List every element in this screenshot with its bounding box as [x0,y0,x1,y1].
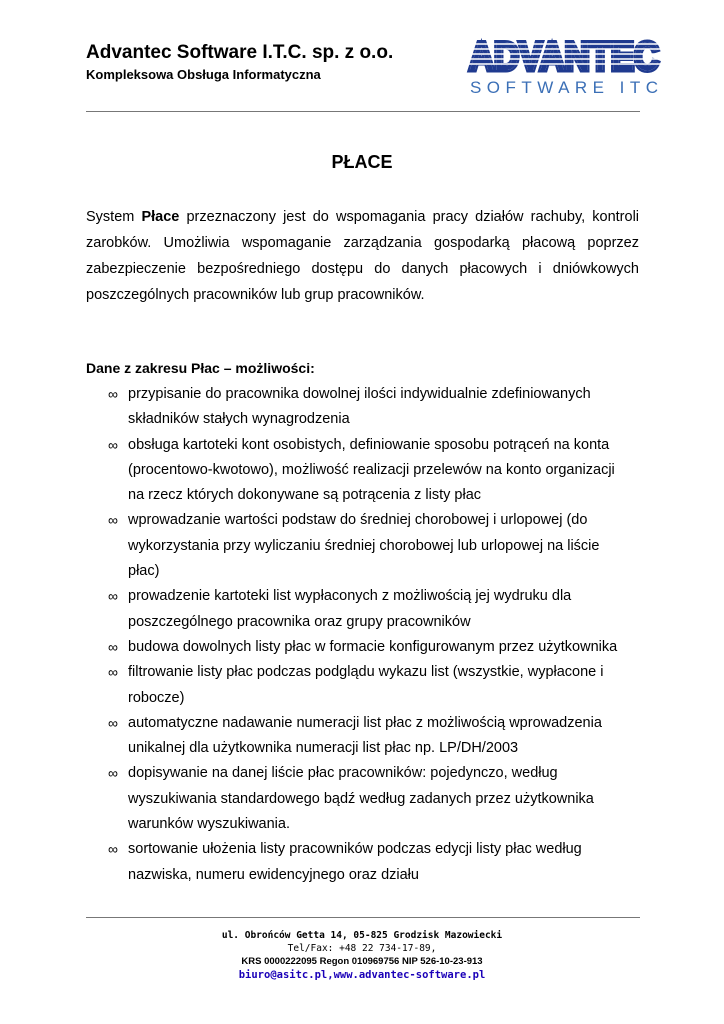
feature-item [86,711,646,762]
header-divider [86,111,640,112]
feature-line: wyszukiwania standardowego bądź według zadanych przez użytkownika [128,790,594,807]
section-heading: Dane z zakresu Płac – możliwości: [86,360,315,376]
feature-line: automatyczne nadawanie numeracji list płac z możliwością wprowadzenia [128,714,602,731]
bullet-icon: ∞ [108,664,118,681]
feature-line: wykorzystania przy wyliczaniu średniej chorobowej lub urlopowej na liście [128,537,600,554]
bullet-icon: ∞ [108,588,118,605]
footer-email-link[interactable]: biuro@asitc.pl [238,969,328,981]
bullet-icon: ∞ [108,841,118,858]
bullet-icon: ∞ [108,765,118,782]
feature-line: unikalnej dla użytkownika numeracji list płac np. LP/DH/2003 [128,740,519,757]
features-list [86,382,646,888]
bullet-icon: ∞ [108,638,118,655]
company-name: Advantec Software I.T.C. sp. z o.o. [86,42,394,63]
feature-line: filtrowanie listy płac podczas podglądu wykazu list (wszystkie, wypłacone i [128,664,604,681]
footer-telfax: Tel/Fax: +48 22 734-17-89, [287,943,437,954]
footer-separator: , [327,969,334,981]
feature-line: sortowanie ułożenia listy pracowników podczas edycji listy płac według [128,841,582,858]
feature-item [86,635,646,660]
feature-item [86,433,646,509]
company-subtitle: Kompleksowa Obsługa Informatyczna [86,67,321,82]
feature-line: składników stałych wynagrodzenia [128,411,350,428]
feature-line: robocze) [128,689,185,706]
logo-main-text-inner: ADVANTEC [469,35,659,79]
bullet-icon: ∞ [108,386,118,402]
footer [0,929,724,982]
footer-address: ul. Obrońców Getta 14, 05-825 Grodzisk Mazowiecki [221,930,503,941]
bullet-icon: ∞ [108,512,118,529]
footer-divider [86,917,640,918]
intro-paragraph [86,204,639,308]
feature-line: na rzecz których dokonywane są potrącenia z listy płac [128,487,482,504]
advantec-logo [466,33,662,97]
feature-line: obsługa kartoteki kont osobistych, definiowanie sposobu potrąceń na konta [128,436,610,453]
feature-item [86,837,646,888]
feature-item [86,584,646,635]
feature-item [86,508,646,584]
feature-line: poszczególnego pracownika oraz grupy pracowników [128,613,471,630]
feature-line: warunków wyszukiwania. [128,816,290,833]
footer-contact [0,969,724,982]
page-title: PŁACE [331,152,393,172]
feature-line: (procentowo-kwotowo), możliwość realizacji przelewów na konto organizacji [128,461,615,478]
feature-line: nazwiska, numeru ewidencyjnego oraz działu [128,866,419,883]
feature-line: dopisywanie na danej liście płac pracowników: pojedynczo, według [128,765,558,782]
feature-line: przypisanie do pracownika dowolnej ilości indywidualnie zdefiniowanych [128,386,591,402]
bullet-icon: ∞ [108,436,118,453]
intro-system-name: Płace [141,209,180,225]
footer-registry: KRS 0000222095 Regon 010969756 NIP 526-10-23-913 [241,956,483,967]
intro-prefix: System [86,209,142,225]
feature-item [86,660,646,711]
feature-item [86,761,646,837]
feature-item [86,382,646,433]
feature-line: budowa dowolnych listy płac w formacie konfigurowanym przez użytkownika [128,638,618,655]
bullet-icon: ∞ [108,714,118,731]
feature-line: wprowadzanie wartości podstaw do średniej chorobowej i urlopowej (do [128,512,588,529]
logo-main-text: ADVANTEC [469,35,659,79]
feature-line: prowadzenie kartoteki list wypłaconych z możliwością jej wydruku dla [128,588,572,605]
footer-website-link[interactable]: www.advantec-software.pl [333,969,486,981]
intro-text: przeznaczony jest do wspomagania pracy działów rachuby, kontroli zarobków. Umożliwia wspomaganie zarządzania gospodarką płacową poprzez zabezpieczenie bezpośredniego dostępu do danych płacowych i dniówkowych poszczególnych pracowników lub grup pracowników. [86,209,640,303]
feature-line: płac) [128,563,160,580]
logo-sub-text: SOFTWARE ITC [470,78,658,97]
